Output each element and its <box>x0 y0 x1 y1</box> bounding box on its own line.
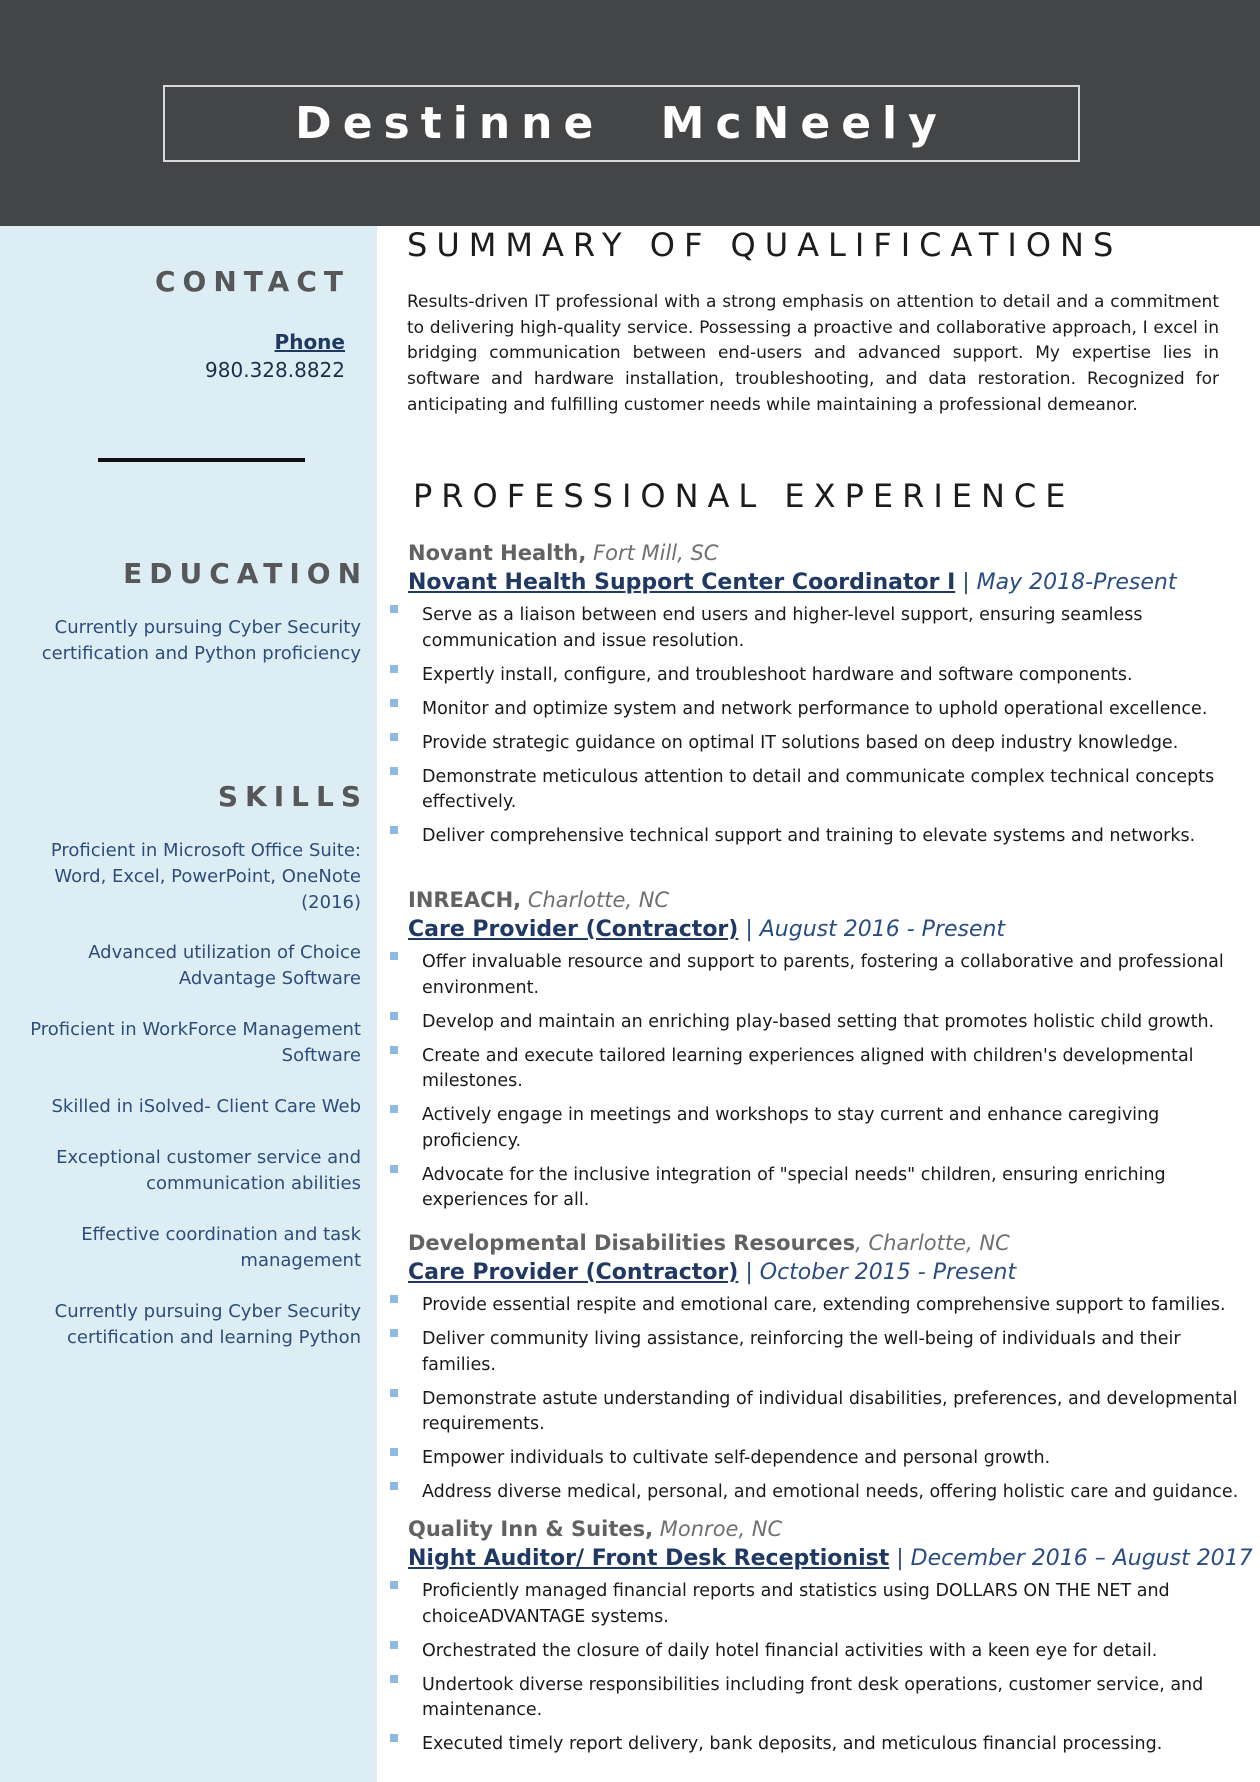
skill-line: Proficient in Microsoft Office Suite: <box>50 840 361 861</box>
bullet-square-icon <box>390 1105 398 1113</box>
duty-text: Develop and maintain an enriching play-based setting that promotes holistic child growth. <box>422 1011 1215 1032</box>
duty-item <box>408 1293 1258 1319</box>
company-line <box>408 1229 1258 1257</box>
skill-line: certification and learning Python <box>66 1327 361 1348</box>
education-heading: EDUCATION <box>123 557 368 590</box>
duty-text: Orchestrated the closure of daily hotel financial activities with a keen eye for detail. <box>422 1640 1158 1661</box>
job-entry-novant <box>408 539 1258 858</box>
duty-item <box>408 1327 1258 1378</box>
duty-text: Provide strategic guidance on optimal IT solutions based on deep industry knowledge. <box>422 732 1179 753</box>
bullet-square-icon <box>390 605 398 613</box>
duty-item <box>408 603 1258 654</box>
company-location: , Charlotte, NC <box>855 1231 1010 1255</box>
duty-item <box>408 1163 1258 1214</box>
duty-text: Empower individuals to cultivate self-dependence and personal growth. <box>422 1448 1051 1468</box>
skill-item <box>81 1222 361 1274</box>
duty-item <box>408 731 1258 757</box>
duty-text: Demonstrate meticulous attention to detail and communicate complex technical concepts effectively. <box>422 766 1215 812</box>
skill-item <box>55 1299 361 1351</box>
skill-line: Currently pursuing Cyber Security <box>54 1301 361 1322</box>
bullet-square-icon <box>390 1675 398 1683</box>
job-entry-ddr <box>408 1229 1258 1514</box>
skill-line: Skilled in iSolved- Client Care Web <box>51 1096 361 1117</box>
company-location: Charlotte, NC <box>527 888 670 912</box>
duty-list <box>408 1579 1258 1758</box>
duty-item <box>408 1446 1258 1472</box>
contact-heading: CONTACT <box>154 265 350 298</box>
role-title: Novant Health Support Center Coordinator I <box>408 570 956 595</box>
duty-item <box>408 1480 1258 1506</box>
duty-text: Demonstrate astute understanding of individual disabilities, preferences, and developmental requirements. <box>422 1388 1238 1434</box>
candidate-name <box>165 87 1078 160</box>
bullet-square-icon <box>390 1482 398 1490</box>
bullet-square-icon <box>390 699 398 707</box>
bullet-square-icon <box>390 1012 398 1020</box>
skill-line: Word, Excel, PowerPoint, OneNote <box>54 866 361 887</box>
duty-text: Serve as a liaison between end users and higher-level support, ensuring seamless communication and issue resolution. <box>422 605 1143 651</box>
role-line <box>408 1543 1258 1575</box>
duty-text: Expertly install, configure, and troubleshoot hardware and software components. <box>422 664 1133 685</box>
bullet-square-icon <box>390 733 398 741</box>
bullet-square-icon <box>390 1734 398 1742</box>
sidebar <box>0 226 377 1782</box>
summary-title: SUMMARY OF QUALIFICATIONS <box>407 226 1123 264</box>
duty-item <box>408 1673 1258 1724</box>
duty-item <box>408 1387 1258 1438</box>
skill-line: management <box>240 1250 361 1271</box>
role-line <box>408 1257 1258 1289</box>
duty-item <box>408 765 1258 816</box>
phone-number: 980.328.8822 <box>205 358 345 382</box>
experience-title: PROFESSIONAL EXPERIENCE <box>413 477 1075 515</box>
duty-item <box>408 1010 1258 1036</box>
bullet-square-icon <box>390 1295 398 1303</box>
role-line <box>408 567 1258 599</box>
role-title: Night Auditor/ Front Desk Receptionist <box>408 1546 890 1571</box>
phone-label: Phone <box>274 330 345 354</box>
skill-item <box>51 838 361 916</box>
duty-item <box>408 663 1258 689</box>
duty-text: Advocate for the inclusive integration of "special needs" children, ensuring enriching experiences for all. <box>422 1164 1166 1210</box>
role-line <box>408 914 1258 946</box>
skill-line: (2016) <box>301 892 361 913</box>
skill-line: communication abilities <box>146 1173 361 1194</box>
duty-text: Provide essential respite and emotional care, extending comprehensive support to families. <box>422 1295 1226 1315</box>
duty-item <box>408 1639 1258 1665</box>
company-line <box>408 539 1258 567</box>
duty-text: Executed timely report delivery, bank deposits, and meticulous financial processing. <box>422 1734 1163 1754</box>
company-line <box>408 1515 1258 1543</box>
bullet-square-icon <box>390 1329 398 1337</box>
company-location: Monroe, NC <box>659 1517 783 1541</box>
skill-line: Software <box>281 1045 361 1066</box>
skill-line: Proficient in WorkForce Management <box>30 1019 361 1040</box>
duty-item <box>408 1579 1258 1630</box>
duty-text: Undertook diverse responsibilities including front desk operations, customer service, and maintenance. <box>422 1674 1204 1720</box>
education-entry <box>42 615 361 667</box>
role-title: Care Provider (Contractor) <box>408 917 739 942</box>
duty-text: Deliver community living assistance, reinforcing the well-being of individuals and their families. <box>422 1329 1181 1375</box>
duty-text: Offer invaluable resource and support to parents, fostering a collaborative and professional environment. <box>422 952 1224 998</box>
duty-item <box>408 1103 1258 1154</box>
company-name: Developmental Disabilities Resources <box>408 1231 856 1255</box>
contact-divider <box>98 458 305 462</box>
company-location: Fort Mill, SC <box>593 541 719 565</box>
summary-paragraph: Results-driven IT professional with a strong emphasis on attention to detail and a commitment to delivering high-quality service. Possessing a proactive and collaborative approach, I excel in bridging communication between end-users and advanced support. My expertise lies in software and hardware installation, troubleshooting, and data restoration. Recognized for anticipating and fulfilling customer needs while maintaining a professional demeanor. <box>407 292 1219 415</box>
job-entry-inreach <box>408 886 1258 1222</box>
skill-item <box>56 1145 361 1197</box>
duty-text: Deliver comprehensive technical support and training to elevate systems and networks. <box>422 826 1196 846</box>
duty-list <box>408 1293 1258 1506</box>
role-dates: | August 2016 - Present <box>745 917 1006 942</box>
company-name: Novant Health, <box>408 541 587 565</box>
role-title: Care Provider (Contractor) <box>408 1260 739 1285</box>
bullet-square-icon <box>390 1165 398 1173</box>
duty-text: Create and execute tailored learning experiences aligned with children's developmental milestones. <box>422 1045 1194 1091</box>
bullet-square-icon <box>390 1046 398 1054</box>
company-line <box>408 886 1258 914</box>
company-name: INREACH, <box>408 888 522 912</box>
duty-text: Actively engage in meetings and workshops to stay current and enhance caregiving proficiency. <box>422 1105 1160 1151</box>
duty-list <box>408 950 1258 1214</box>
skill-item <box>30 1017 361 1069</box>
role-dates: | October 2015 - Present <box>745 1260 1017 1285</box>
duty-text: Proficiently managed financial reports and statistics using DOLLARS ON THE NET and choiceADVANTAGE systems. <box>422 1581 1170 1627</box>
bullet-square-icon <box>390 665 398 673</box>
company-name: Quality Inn & Suites, <box>408 1517 654 1541</box>
skill-line: Advantage Software <box>178 968 361 989</box>
education-line: certification and Python proficiency <box>41 643 361 664</box>
duty-item <box>408 697 1258 723</box>
role-dates: | May 2018-Present <box>962 570 1177 595</box>
first-name: Destinne <box>295 98 605 149</box>
role-dates: | December 2016 – August 2017 <box>896 1546 1253 1571</box>
bullet-square-icon <box>390 1389 398 1397</box>
duty-text: Address diverse medical, personal, and emotional needs, offering holistic care and guidance. <box>422 1482 1239 1502</box>
skill-line: Exceptional customer service and <box>56 1147 361 1168</box>
resume-header <box>0 0 1260 226</box>
duty-item <box>408 1044 1258 1095</box>
skills-heading: SKILLS <box>217 780 368 813</box>
skill-item <box>52 1094 362 1120</box>
skill-line: Advanced utilization of Choice <box>88 942 361 963</box>
duty-item <box>408 950 1258 1001</box>
education-line: Currently pursuing Cyber Security <box>54 617 361 638</box>
duty-list <box>408 603 1258 850</box>
bullet-square-icon <box>390 952 398 960</box>
duty-text: Monitor and optimize system and network performance to uphold operational excellence. <box>422 698 1208 719</box>
skill-line: Effective coordination and task <box>81 1224 361 1245</box>
bullet-square-icon <box>390 826 398 834</box>
duty-item <box>408 1732 1258 1758</box>
job-entry-quality-inn <box>408 1515 1258 1766</box>
name-frame <box>163 85 1080 162</box>
bullet-square-icon <box>390 1641 398 1649</box>
bullet-square-icon <box>390 1581 398 1589</box>
bullet-square-icon <box>390 1448 398 1456</box>
bullet-square-icon <box>390 767 398 775</box>
last-name: McNeely <box>660 98 948 149</box>
duty-item <box>408 824 1258 850</box>
skill-item <box>88 940 361 992</box>
